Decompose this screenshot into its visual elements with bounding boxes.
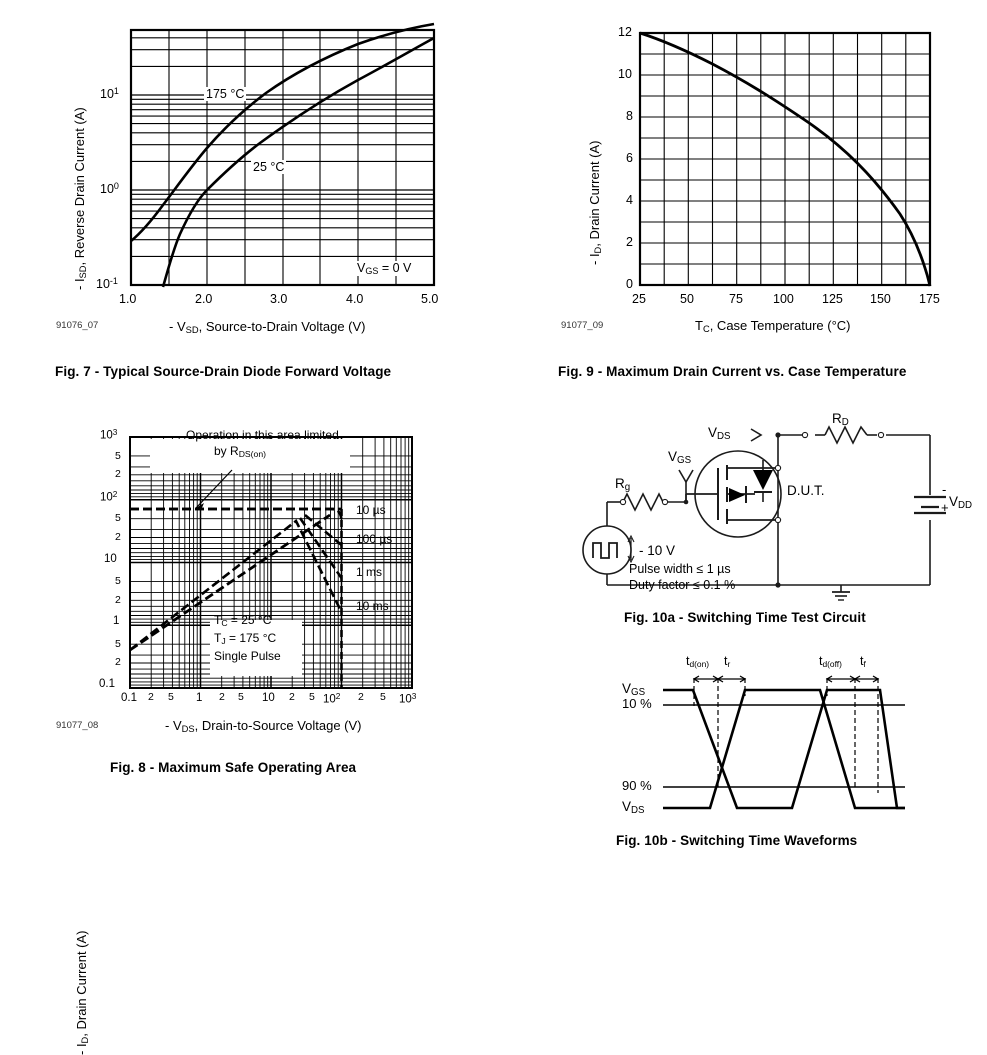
fig9-xtick-25: 25 — [632, 292, 646, 306]
fig8-xtick-2d: 2 — [358, 691, 364, 703]
fig10b-label-90pct: 90 % — [622, 778, 652, 793]
fig7-caption: Fig. 7 - Typical Source-Drain Diode Forward Voltage — [55, 364, 392, 379]
fig9-caption: Fig. 9 - Maximum Drain Current vs. Case Temperature — [558, 364, 907, 379]
fig9-xtick-125: 125 — [822, 292, 843, 306]
fig9-ytick-10: 10 — [618, 67, 632, 81]
fig8-annotation-line1: Operation in this area limited — [186, 428, 339, 442]
fig7-xtick-1: 1.0 — [119, 292, 137, 306]
fig10b-label-vds: $V_{DS}$ — [622, 799, 645, 817]
fig9-ytick-6: 6 — [626, 151, 633, 165]
fig7-code: 91076_07 — [56, 320, 99, 331]
fig9-ytick-0: 0 — [626, 277, 633, 291]
fig8-pulse-label-10us: 10 µs — [356, 503, 386, 517]
fig10b-waveforms — [663, 676, 905, 808]
fig8-caption: Fig. 8 - Maximum Safe Operating Area — [110, 760, 357, 775]
fig8-xtick-5b: 5 — [238, 691, 244, 703]
fig10b-caption: Fig. 10b - Switching Time Waveforms — [616, 833, 858, 848]
fig10a-label-vdd-plus: + — [941, 500, 949, 515]
fig8-ytick-5a: 5 — [115, 450, 121, 462]
fig9-y-axis-label: - $I_D$, Drain Current (A) — [587, 140, 604, 265]
fig8-pulse-label-1ms: 1 ms — [356, 565, 383, 579]
figure-10a-test-circuit — [505, 410, 987, 630]
fig8-ytick-2b: 2 — [115, 531, 121, 543]
fig7-x-axis-label: - $V_{SD}$, Source-to-Drain Voltage (V) — [169, 319, 366, 336]
fig8-xtick-5d: 5 — [380, 691, 386, 703]
fig8-condition-pulse: Single Pulse — [214, 649, 281, 663]
fig9-ytick-12: 12 — [618, 25, 632, 39]
fig8-ytick-10: 10 — [104, 553, 117, 565]
fig7-ytick-10e1: $10^1$ — [100, 86, 119, 102]
fig10b-label-td-on: td(on) — [686, 654, 710, 669]
fig7-ytick-10e0: $10^0$ — [100, 181, 119, 197]
fig9-xtick-75: 75 — [729, 292, 743, 306]
fig10b-label-td-off: td(off) — [819, 654, 842, 669]
fig9-xtick-150: 150 — [870, 292, 891, 306]
fig10a-label-vgs: $V_{GS}$ — [668, 449, 692, 467]
fig7-xtick-3: 3.0 — [270, 292, 288, 306]
fig8-pulse-label-100us: 100 µs — [356, 532, 393, 546]
fig8-ytick-5d: 5 — [115, 638, 121, 650]
fig8-condition-tc: $T_C = 25$ °C — [214, 613, 272, 628]
fig8-ytick-2a: 2 — [115, 468, 121, 480]
fig10b-label-tf: tf — [860, 654, 866, 669]
fig8-xtick-10: 10 — [262, 692, 275, 704]
fig8-ytick-5b: 5 — [115, 512, 121, 524]
fig9-code: 91077_09 — [561, 320, 604, 331]
fig7-plot-area — [131, 24, 434, 287]
fig8-ytick-01: 0.1 — [99, 678, 115, 690]
fig9-xtick-50: 50 — [680, 292, 694, 306]
fig10b-label-tr: tr — [724, 654, 731, 669]
fig9-x-axis-label: $T_C$, Case Temperature (°C) — [695, 318, 851, 335]
figure-9-max-drain-current — [505, 0, 987, 390]
fig9-ytick-2: 2 — [626, 235, 633, 249]
fig10a-label-vds: $V_{DS}$ — [708, 425, 731, 443]
fig8-xtick-10e3: $10^3$ — [399, 692, 417, 706]
fig8-xtick-10e2: $10^2$ — [323, 692, 341, 706]
fig8-y-axis-label: - $I_D$, Drain Current (A) — [74, 930, 91, 1055]
fig8-xtick-01: 0.1 — [121, 692, 137, 704]
fig8-ytick-10e3: $10^3$ — [100, 428, 118, 442]
figure-10b-switching-waveforms — [505, 648, 987, 856]
fig7-xtick-4: 4.0 — [346, 292, 364, 306]
fig8-xtick-5c: 5 — [309, 691, 315, 703]
fig8-ytick-5c: 5 — [115, 575, 121, 587]
fig7-condition-vgs: $V_{GS} = 0$ V — [357, 261, 412, 276]
fig8-xtick-1: 1 — [196, 692, 203, 704]
fig8-ytick-1: 1 — [113, 615, 120, 627]
fig9-ytick-4: 4 — [626, 193, 633, 207]
fig10a-label-pulse-width: Pulse width ≤ 1 µs — [629, 562, 731, 576]
fig10a-label-duty-factor: Duty factor ≤ 0.1 % — [629, 578, 736, 592]
fig7-y-axis-label: - $I_{SD}$, Reverse Drain Current (A) — [72, 107, 89, 290]
fig8-ytick-10e2: $10^2$ — [100, 490, 118, 504]
fig8-ytick-2c: 2 — [115, 594, 121, 606]
fig9-xtick-175: 175 — [919, 292, 940, 306]
figure-8-safe-operating-area — [0, 410, 470, 1055]
fig10b-waveform-vgs — [663, 690, 905, 808]
fig9-ytick-8: 8 — [626, 109, 633, 123]
figure-7-source-drain-diode — [0, 0, 470, 390]
fig10a-label-vdd: $V_{DD}$ — [949, 494, 973, 512]
fig8-xtick-2c: 2 — [289, 691, 295, 703]
fig8-annotation-line2: by $R_{DS(on)}$ — [214, 444, 267, 459]
fig10a-caption: Fig. 10a - Switching Time Test Circuit — [624, 610, 866, 625]
fig10a-label-rd: $R_D$ — [832, 411, 849, 429]
fig9-plot-area — [640, 33, 930, 286]
fig9-xtick-100: 100 — [773, 292, 794, 306]
fig8-code: 91077_08 — [56, 720, 99, 731]
fig8-xtick-2b: 2 — [219, 691, 225, 703]
fig10b-label-10pct: 10 % — [622, 696, 652, 711]
fig8-xtick-2a: 2 — [148, 691, 154, 703]
fig7-label-175c: 175 °C — [206, 87, 245, 101]
fig8-pulse-label-10ms: 10 ms — [356, 599, 389, 613]
fig8-ytick-2d: 2 — [115, 656, 121, 668]
fig8-x-axis-label: - $V_{DS}$, Drain-to-Source Voltage (V) — [165, 718, 362, 735]
fig8-xtick-5a: 5 — [168, 691, 174, 703]
fig7-ytick-10e-1: $10^{-1}$ — [96, 276, 118, 292]
fig10a-label-dut: D.U.T. — [787, 483, 825, 498]
fig10b-label-vgs: $V_{GS}$ — [622, 681, 646, 699]
fig7-xtick-5: 5.0 — [421, 292, 439, 306]
fig8-condition-tj: $T_J = 175$ °C — [214, 631, 277, 646]
fig7-xtick-2: 2.0 — [195, 292, 213, 306]
fig10a-label-vdd-minus: - — [942, 482, 947, 497]
fig7-label-25c: 25 °C — [253, 160, 285, 174]
fig10a-label-rg: $R_g$ — [615, 476, 631, 494]
fig10a-label-amplitude: - 10 V — [639, 543, 676, 558]
